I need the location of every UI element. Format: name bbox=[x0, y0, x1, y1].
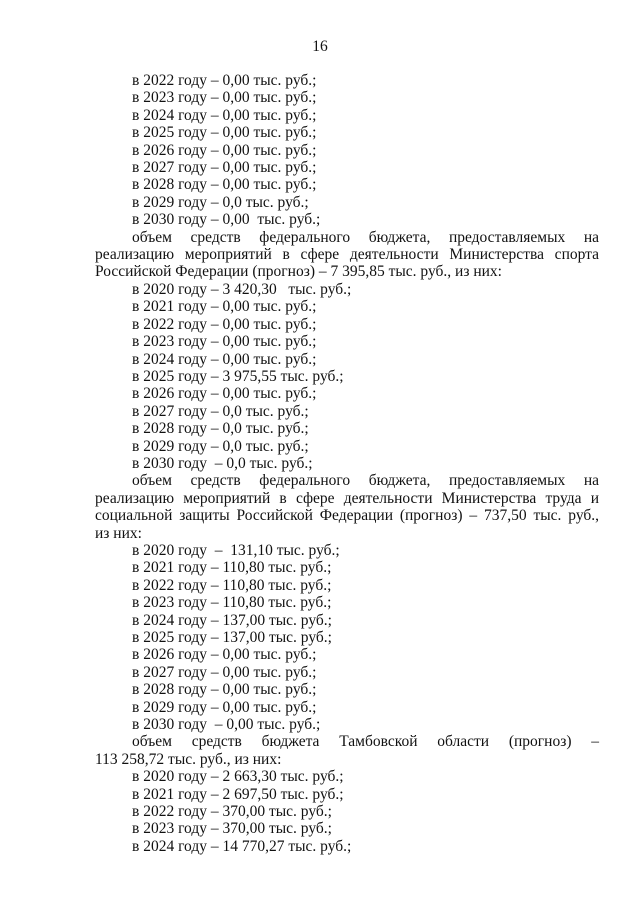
funding-year-line: в 2021 году – 2 697,50 тыс. руб.; bbox=[132, 785, 344, 803]
paragraph-line: социальной защиты Российской Федерации (прогноз) – 737,50 тыс. руб., bbox=[95, 507, 599, 525]
funding-year-line: в 2028 году – 0,00 тыс. руб.; bbox=[132, 681, 317, 699]
page-number: 16 bbox=[312, 38, 328, 55]
funding-year-line: в 2024 году – 14 770,27 тыс. руб.; bbox=[132, 837, 352, 855]
funding-year-line: в 2020 году – 2 663,30 тыс. руб.; bbox=[132, 768, 344, 786]
funding-year-line: в 2023 году – 0,00 тыс. руб.; bbox=[132, 333, 317, 351]
funding-year-line: в 2026 году – 0,00 тыс. руб.; bbox=[132, 646, 317, 664]
funding-year-line: в 2022 году – 110,80 тыс. руб.; bbox=[132, 576, 332, 594]
funding-year-line: в 2029 году – 0,0 тыс. руб.; bbox=[132, 193, 309, 211]
funding-year-line: в 2024 году – 0,00 тыс. руб.; bbox=[132, 106, 317, 124]
paragraph-line: объем средств федерального бюджета, предоставляемых на bbox=[132, 472, 599, 490]
funding-year-line: в 2027 году – 0,00 тыс. руб.; bbox=[132, 159, 317, 177]
funding-year-line: в 2020 году – 131,10 тыс. руб.; bbox=[132, 541, 340, 559]
paragraph-line: объем средств федерального бюджета, предоставляемых на bbox=[132, 228, 599, 246]
funding-year-line: в 2027 году – 0,0 тыс. руб.; bbox=[132, 402, 309, 420]
funding-year-line: в 2029 году – 0,00 тыс. руб.; bbox=[132, 698, 317, 716]
funding-year-line: в 2021 году – 0,00 тыс. руб.; bbox=[132, 298, 317, 316]
funding-year-line: в 2020 году – 3 420,30 тыс. руб.; bbox=[132, 280, 352, 298]
funding-year-line: в 2022 году – 0,00 тыс. руб.; bbox=[132, 72, 317, 89]
funding-year-line: в 2029 году – 0,0 тыс. руб.; bbox=[132, 437, 309, 455]
funding-year-line: в 2027 году – 0,00 тыс. руб.; bbox=[132, 663, 317, 681]
funding-year-line: в 2028 году – 0,00 тыс. руб.; bbox=[132, 176, 317, 194]
paragraph-line: реализацию мероприятий в сфере деятельности Министерства труда и bbox=[95, 489, 599, 507]
funding-year-line: в 2030 году – 0,0 тыс. руб.; bbox=[132, 454, 313, 472]
paragraph-line: Российской Федерации (прогноз) – 7 395,85 тыс. руб., из них: bbox=[95, 263, 502, 281]
funding-year-line: в 2028 году – 0,0 тыс. руб.; bbox=[132, 420, 309, 438]
funding-year-line: в 2021 году – 110,80 тыс. руб.; bbox=[132, 559, 332, 577]
funding-year-line: в 2024 году – 137,00 тыс. руб.; bbox=[132, 611, 332, 629]
funding-year-line: в 2030 году – 0,00 тыс. руб.; bbox=[132, 211, 321, 229]
funding-year-line: в 2025 году – 0,00 тыс. руб.; bbox=[132, 124, 317, 142]
funding-year-line: в 2024 году – 0,00 тыс. руб.; bbox=[132, 350, 317, 368]
funding-year-line: в 2023 году – 0,00 тыс. руб.; bbox=[132, 89, 317, 107]
funding-year-line: в 2023 году – 110,80 тыс. руб.; bbox=[132, 594, 332, 612]
funding-year-line: в 2025 году – 137,00 тыс. руб.; bbox=[132, 629, 332, 646]
funding-year-line: в 2023 году – 370,00 тыс. руб.; bbox=[132, 820, 332, 838]
paragraph-line: реализацию мероприятий в сфере деятельности Министерства спорта bbox=[95, 246, 599, 264]
funding-year-line: в 2022 году – 370,00 тыс. руб.; bbox=[132, 803, 332, 821]
funding-year-line: в 2030 году – 0,00 тыс. руб.; bbox=[132, 716, 321, 734]
funding-year-line: в 2025 году – 3 975,55 тыс. руб.; bbox=[132, 367, 344, 385]
funding-year-line: в 2022 году – 0,00 тыс. руб.; bbox=[132, 315, 317, 333]
funding-year-line: в 2026 году – 0,00 тыс. руб.; bbox=[132, 385, 317, 403]
funding-year-line: в 2026 году – 0,00 тыс. руб.; bbox=[132, 141, 317, 159]
paragraph-line: из них: bbox=[95, 524, 142, 542]
paragraph-line: 113 258,72 тыс. руб., из них: bbox=[95, 750, 282, 768]
paragraph-line: объем средств бюджета Тамбовской области (прогноз) – bbox=[132, 733, 599, 751]
document-body bbox=[95, 72, 599, 855]
